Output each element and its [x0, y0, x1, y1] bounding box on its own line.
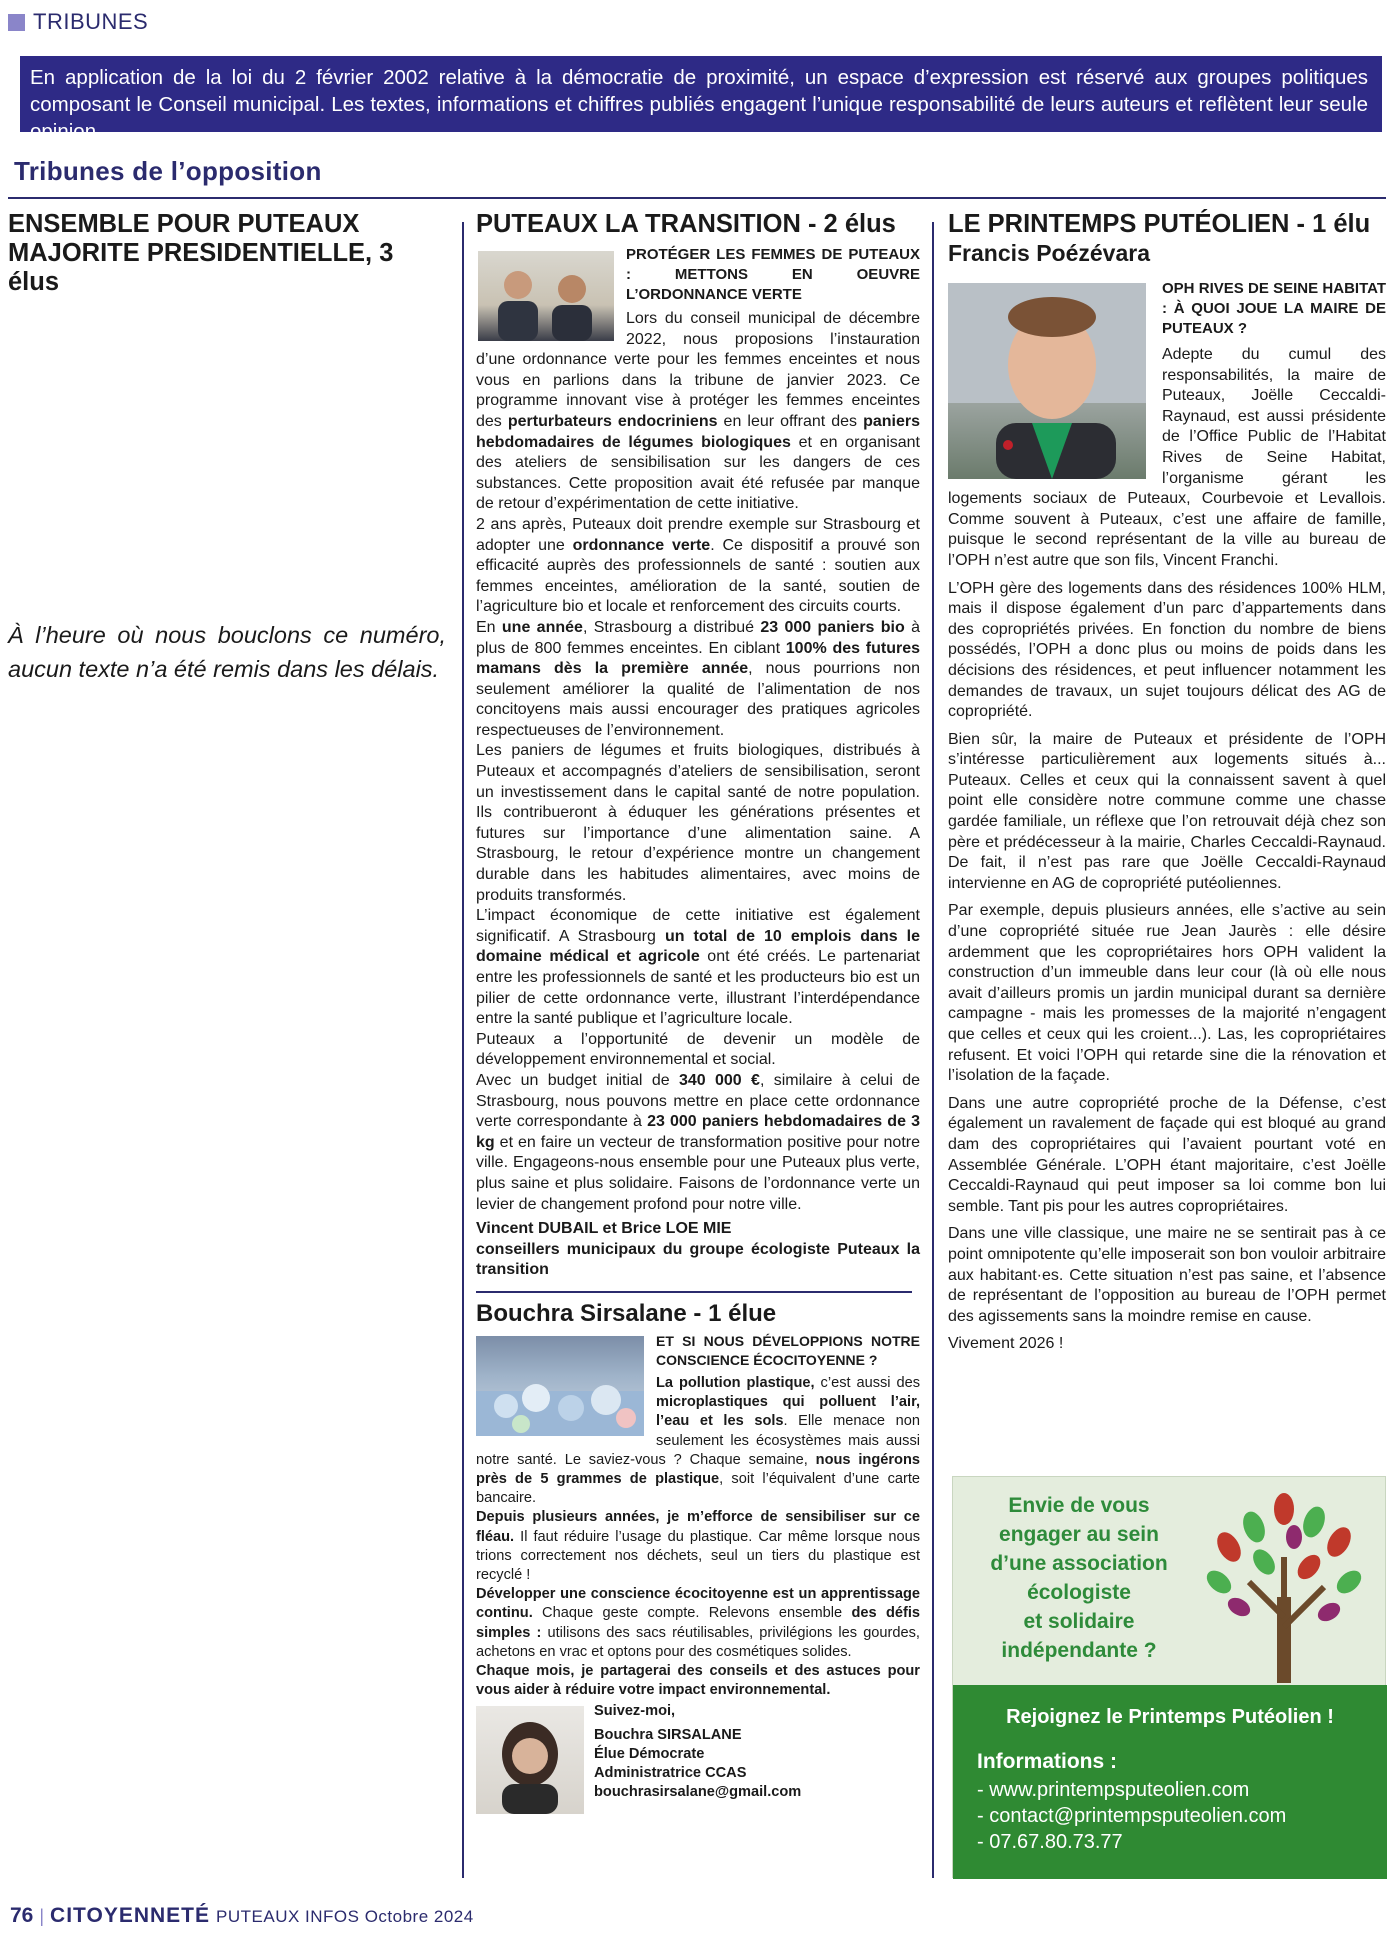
plastic-bottles-photo: [476, 1336, 644, 1436]
article-kicker: PROTÉGER LES FEMMES DE PUTEAUX : METTONS EN OEUVRE L’ORDONNANCE VERTE: [626, 246, 920, 303]
printemps-advertisement: [952, 1476, 1386, 1878]
group-subtitle-printemps: Francis Poézévara: [948, 240, 1151, 266]
group-title-transition: PUTEAUX LA TRANSITION - 2 élus: [476, 210, 896, 238]
article-sirsalane: ET SI NOUS DÉVELOPPIONS NOTRE CONSCIENCE ÉCOCITOYENNE ? La pollution plastique, c’est aussi des microplastiques qui polluent l’air, l’eau et les sols. Elle menace non seulement les écosystèmes mais aussi notre santé. Le saviez-vous ? Chaque semaine, nous ingérons près de 5 grammes de plastique, soit l’équivalent d’une carte bancaire. Depuis plusieurs années, je m’efforce de sensibiliser sur ce fléau. Il faut réduire l’usage du plastique. Car même lorsque nous trions correctement nos déchets, seul un tiers du plastique est recyclé ! Développer une conscience écocitoyenne est un apprentissage continu. Chaque geste compte. Relevons ensemble des défis simples : utilisons des sacs réutilisables, privilégions les gourdes, achetons en vrac et optons pour des cosmétiques solides. Chaque mois, je partagerai des conseils et des astuces pour vous aider à réduire votre impact environnemental. Suivez-moi, Bouchra SIRSALANE Élue Démocrate Administratrice CCAS bouchrasirsalane@gmail.com: [476, 1332, 920, 1802]
authors-photo: [478, 251, 614, 341]
article-kicker-3: OPH RIVES DE SEINE HABITAT : À QUOI JOUE LA MAIRE DE PUTEAUX ?: [1162, 280, 1386, 337]
section-square-icon: [8, 14, 25, 31]
tree-icon: [1189, 1487, 1379, 1683]
author-photo-poezevara: [948, 283, 1146, 479]
ad-email: - contact@printempsputeolien.com: [977, 1805, 1287, 1827]
footer-separator: |: [39, 1906, 45, 1926]
group-title-printemps: LE PRINTEMPS PUTÉOLIEN - 1 élu: [948, 210, 1371, 238]
column-transition: [476, 210, 920, 1814]
ad-phone: - 07.67.80.73.77: [977, 1831, 1123, 1853]
page-footer: [10, 1904, 474, 1928]
column-ensemble: [8, 210, 446, 297]
opposition-title: Tribunes de l’opposition: [14, 156, 322, 186]
group-title-sirsalane: Bouchra Sirsalane - 1 élue: [476, 1299, 777, 1327]
section-label: TRIBUNES: [33, 9, 149, 34]
author-email: bouchrasirsalane@gmail.com: [594, 1784, 802, 1801]
signature-roles: conseillers municipaux du groupe écologiste Puteaux la transition: [476, 1240, 920, 1279]
ad-website: - www.printempsputeolien.com: [977, 1779, 1250, 1801]
article-printemps: OPH RIVES DE SEINE HABITAT : À QUOI JOUE LA MAIRE DE PUTEAUX ? Adepte du cumul des responsabilités, la maire de Puteaux, Joëlle Ceccaldi-Raynaud, est aussi présidente de l’Office Public de l’Habitat Rives de Seine Habitat, l’organisme gérant les logements sociaux de Puteaux, Courbevoie et Levallois. Comme souvent à Puteaux, c’est une affaire de famille, puisque le second représentant de la ville au bureau de l’OPH n’est autre que son fils, Vincent Franchi. L’OPH gère des logements dans des résidences 100% HLM, mais il dispose également d’un parc d’appartements dans des copropriétés privées. En fonction du nombre de biens possédés, l’OPH a donc plus ou moins de poids dans les décisions des résidences, et peut influencer notamment les demandes de travaux, un sujet toujours délicat des AG de copropriété. Bien sûr, la maire de Puteaux et présidente de l’OPH s’intéresse particulièrement aux logements situés à... Puteaux. Celles et ceux qui la connaissent savent à quel point elle considère notre commune comme une chasse gardée familiale, un réflexe que l’on retrouvait déjà chez son père et prédécesseur à la mairie, Charles Ceccaldi-Raynaud. De fait, il n’est pas rare que Joëlle Ceccaldi-Raynaud intervienne en AG de copropriété putéoliennes. Par exemple, depuis plusieurs années, elle s’active au sein d’une copropriété située rue Jean Jaurès : elle désire ardemment que les copropriétaires hors OPH valident la construction d’un immeuble dans leur cour (là où elle nous avait d’ailleurs promis un jardin municipal durant sa dernière campagne - mais les promesses de la majorité n’engagent que celles et ceux qui les croient...). Las, les copropriétaires refusent. Et voici l’OPH qui retarde sine die la rénovation et l’isolation de la façade. Dans une autre copropriété proche de la Défense, c’est également un ravalement de façade qui est bloqué au grand dam des copropriétaires qui l’avaient pourtant voté en Assemblée Générale. L’OPH étant majoritaire, c’est Joëlle Ceccaldi-Raynaud qui peut imposer sa loi comme bon lui semble. Tant pis pour les autres copropriétaires. Dans une ville classique, une maire ne se sentirait pas à ce point omnipotente qu’elle imposerait son bon vouloir arbitraire aux habitant·es. Cette situation n’est pas saine, et l’absence de représentant de l’opposition au bureau de l’OPH permet des agissements sans la moindre remise en cause. Vivement 2026 !: [948, 280, 1386, 1353]
title-divider: [8, 197, 1386, 199]
ad-question: Envie de vous engager au sein d’une association écologiste et solidaire indépendante ?: [990, 1494, 1168, 1662]
footer-rubric: CITOYENNETÉ: [50, 1904, 211, 1927]
group-title-ensemble: ENSEMBLE POUR PUTEAUX: [8, 210, 360, 238]
author-portrait: [476, 1706, 584, 1814]
signature-names: Vincent DUBAIL et Brice LOE MIE: [476, 1220, 732, 1238]
section-header: [8, 8, 148, 36]
ad-information: Informations : - www.printempsputeolien.com - contact@printempsputeolien.com - 07.67.80.73.77: [953, 1749, 1387, 1879]
no-text-note: À l’heure où nous bouclons ce numéro, aucun texte n’a été remis dans les délais.: [8, 622, 446, 682]
column-divider-1: [462, 222, 464, 1878]
column-printemps: [948, 210, 1386, 1362]
group-title-ensemble-line2: MAJORITE PRESIDENTIELLE, 3 élus: [8, 239, 394, 296]
article-transition: PROTÉGER LES FEMMES DE PUTEAUX : METTONS EN OEUVRE L’ORDONNANCE VERTE Lors du conseil municipal de décembre 2022, nous proposions l’instauration d’une ordonnance verte pour les femmes enceintes et nous vous en parlions dans la tribune de janvier 2023. Ce programme innovant vise à protéger les femmes enceintes des perturbateurs endocriniens en leur offrant des paniers hebdomadaires de légumes biologiques et en organisant des ateliers de sensibilisation sur les dangers de ces substances. Cette proposition avait été refusée par manque de retour d’expérimentation de cette initiative. 2 ans après, Puteaux doit prendre exemple sur Strasbourg et adopter une ordonnance verte. Ce dispositif a prouvé son efficacité auprès des professionnels de santé : soutien aux femmes enceintes, amélioration de la santé, soutien de l’agriculture bio et locale et renforcement des circuits courts. En une année, Strasbourg a distribué 23 000 paniers bio à plus de 800 femmes enceintes. En ciblant 100% des futures mamans dès la première année, nous pourrions non seulement améliorer la qualité de l’alimentation de nos concitoyens mais aussi encourager des pratiques agricoles respectueuses de l’environnement. Les paniers de légumes et fruits biologiques, distribués à Puteaux et accompagnés d’ateliers de sensibilisation, seront un investissement dans le capital santé de notre population. Ils contribueront à éduquer les générations présentes et futures sur l’importance d’une alimentation saine. A Strasbourg, le retour d’expérience montre un changement durable dans les habitudes alimentaires, avec moins de produits transformés. L’impact économique de cette initiative est également significatif. A Strasbourg un total de 10 emplois dans le domaine médical et agricole ont été créés. Le partenariat entre les professionnels de santé et les producteurs bio est un pilier de cette ordonnance verte, illustrant l’interdépendance entre la santé publique et l’agriculture locale. Puteaux a l’opportunité de devenir un modèle de développement environnemental et social. Avec un budget initial de 340 000 €, similaire à celui de Strasbourg, nous pouvons mettre en place cette ordonnance verte correspondante à 23 000 paniers hebdomadaires de 3 kg et en faire un vecteur de transformation positive pour notre ville. Engageons-nous ensemble pour une Puteaux plus verte, plus saine et plus solidaire. Faisons de l’ordonnance verte un levier de changement profond pour notre ville. Vincent DUBAIL et Brice LOE MIE conseillers municipaux du groupe écologiste Puteaux la transition: [476, 246, 921, 1279]
column-divider-2: [932, 222, 934, 1878]
page-number: 76: [10, 1904, 34, 1927]
article-kicker-2: ET SI NOUS DÉVELOPPIONS NOTRE CONSCIENCE ÉCOCITOYENNE ?: [656, 1332, 920, 1368]
footer-magazine: PUTEAUX INFOS Octobre 2024: [216, 1907, 474, 1926]
legal-notice: En application de la loi du 2 février 2002 relative à la démocratie de proximité, un espace d’expression est réservé aux groupes politiques composant le Conseil municipal. Les textes, informations et chiffres publiés engagent l’unique responsabilité de leurs auteurs et reflètent leur seule opinion.: [20, 56, 1382, 132]
ad-call-to-action: Rejoignez le Printemps Putéolien !: [953, 1685, 1387, 1749]
subsection-divider: [476, 1291, 912, 1293]
